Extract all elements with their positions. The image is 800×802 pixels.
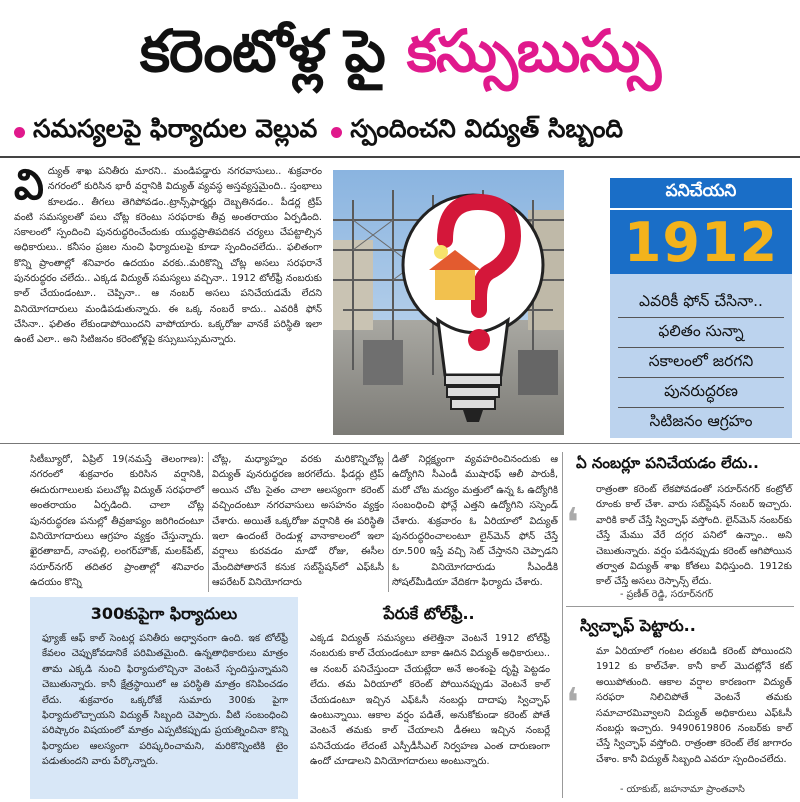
column-divider [208,452,209,592]
article-column-2: చోట్ల, మధ్యాహ్నం వరకు మరికొన్నిచోట్ల విద్యుత్ పునరుద్ధరణ జరగలేదు. ఫీడర్లు ట్రిప్ అయిన చోట సైతం చాలా ఆలస్యంగా కరెంట్ వచ్చిందంటూ నగరవాసులు అసహనం వ్యక్తం చేశారు. అయితే ఒక్కరోజు వర్షానికి ఈ పరిస్థితి ఇలా ఉందంటే రెండుళ్ల వానాకాలంలో ఇలా వర్షాలు కురవడం మాడో రోజు, ఈసీల మేందిపోతారనే కనుక సబ్‌స్టేషన్‌లో ఎఫ్ఓసీ ఆపరేటర్ వినియోగదారు [212,454,384,589]
article-column-3: డితో నిర్లక్ష్యంగా వ్యవహరించినందుకు ఆ ఉద్యోగిని సీఎండీ ముషారఫ్ ఆలీ పారుకీ, మరో చోట మద్యం మత్తులో ఉన్న ఓ ఉద్యోగికి సంబంధించి ఫోన్లే ఎత్తని ఉద్యోగిని సస్పెండ్ చేశారు. శుక్రవారం ఓ ఏరియాలో విద్యుత్ పునరుద్ధరించాలంటూ లైన్‌మెన్ ఫోన్ చేస్తే రూ.500 ఇస్తే వచ్చి సెట్ చేస్తానని చెప్పాడని ఓ వినియోగదారుడు సీఎండీకి సోషల్‌మీడియా వేదికగా ఫిర్యాదు చేశారు. [392,454,558,589]
quote-2-title: స్విచ్ఛాఫ్ పెట్టారు.. [580,616,696,635]
subheadline-row [14,112,790,152]
subheadline-1 [14,114,317,150]
info-sidebox [610,178,792,438]
tollfree-box-title: పేరుకే టోల్‌ఫ్రీ.. [300,597,558,627]
tollfree-box-text: ఎక్కడ విద్యుత్ సమస్యలు తలెత్తినా వెంటనే 1912 టోల్‌ఫ్రీ నంబరుకు కాల్ చేయండంటూ బాకా ఊదిన విద్యుత్ అధికారులు.. ఆ నంబర్ పనిచేస్తుందా చేయట్లేదా అనే అంశంపై దృష్టి పెట్టడం లేదు. తమ ఏరియాలో కరెంట్ పోయినప్పుడు వెంటనే కాల్ చేయడంటూ ఇచ్చిన ఎఫ్ఓసీ నంబర్లు దాదాపు స్విచ్ఛాఫ్ ఉంటున్నాయి. ఆకాల వర్షం పడితే, అనుకోకుండా కరెంట్ పోతే వెంటనే తమకు కాల్ చేయాలని డీఈలు ఇచ్చిన నంబర్లే పనిచేయడం లేదంటే ఎస్పీడీసీఎల్ నిర్వహణ ఎంత దారుణంగా ఉందో చూడాలని వినియోగదారులు అంటున్నారు. [310,633,550,768]
intro-article [14,160,322,434]
complaints-box [30,597,298,799]
headline [0,6,800,110]
sidebox-number: 1912 [610,208,792,274]
quote-2-text: మా ఏరియాలో గంటల తరబడి కరెంట్ పోయిందని 1912 కు కాల్‌చేశా. కానీ కాల్ మొదట్లోనే కట్ అయిపోతుంది. ఆకాల వర్షాల కారణంగా విద్యుత్ సరఫరా నిలిచిపోతే వెంటనే తమకు సమాచారమివ్వాలని విద్యుత్ అధికారులు ఎఫ్ఓసీ నంబర్లు ఇచ్చారు. 9490619806 నంబర్‌కు కాల్ చేస్తే స్విచ్ఛాఫ్ వస్తోంది. రాత్రంతా కరెంట్ లేక జాగారం చేశాం. కానీ విద్యుత్ సిబ్బంది ఎవరూ స్పందించలేదు. [596,646,792,765]
quote-icon: ❛ [566,500,579,546]
dropcap: వి [14,160,44,209]
divider [0,156,800,158]
divider [0,443,800,444]
article-column-1: సిటీబ్యూరో, ఏప్రిల్ 19(నమస్తే తెలంగాణ): నగరంలో శుక్రవారం కురిసిన వర్షానికి, ఈదురుగాలులకు పలుచోట్ల విద్యుత్ సరఫరాలో అంతరాయం ఏర్పడింది. చాలా చోట్ల పునరుద్ధరణ పనుల్లో తీవ్రజాప్యం జరిగిందంటూ వినియోగదారులు ఆగ్రహం వ్యక్తం చేస్తున్నారు. ఖైరతాబాద్, నాంపల్లి, లంగర్‌హౌజ్, మలక్‌పేట్, సరూర్‌నగర్ తదితర ప్రాంతాల్లో శనివారం ఉదయం కొన్ని [30,454,204,589]
substation-photo [333,170,564,435]
column-divider [388,452,389,592]
subheadline-2-text: స్పందించని విద్యుత్ సిబ్బంది [350,114,624,143]
sidebox-line: సిటిజనం ఆగ్రహం [649,412,753,430]
sidebox-lines [610,274,792,437]
sidebox-line: పునరుద్ధరణ [618,378,784,408]
subheadline-1-text: సమస్యలపై ఫిర్యాదుల వెల్లువ [33,114,318,143]
bullet-dot-icon [331,127,342,138]
bullet-dot-icon [14,127,25,138]
divider [566,606,794,607]
quote-2-byline: - యాకుబ్, జహనామా ప్రాంతవాసి [620,784,745,795]
headline-part-1: కరెంటోళ్ల పై [139,16,385,85]
quote-1-byline: - ప్రణీత్ రెడ్డి, సరూర్‌నగర్ [620,589,714,600]
subheadline-2 [331,114,623,150]
sidebox-line: ఎవరికీ ఫోన్ చేసినా.. [618,288,784,318]
substation-illustration [333,170,564,435]
column-divider [562,452,563,798]
intro-text: ద్యుత్ శాఖ పనితీరు మారని.. మండిపడ్డారు నగరవాసులు.. శుక్రవారం నగరంలో కురిసిన భారీ వర్షానికి విద్యుత్ వ్యవస్థ అస్తవ్యస్తమైంది.. స్తంభాలు కూలడం.. తీగలు తెగిపోవడం..ట్రాన్స్‌ఫార్మర్లు దెబ్బతినడం.. పీడర్ల ట్రిప్ వంటి సమస్యలతో పలు చోట్ల కరెంటు సరఫరాకు తీవ్ర అంతరాయం ఏర్పడింది. సకాలంలో స్పందించి పునరుద్ధరించేందుకు యుద్ధప్రాతిపదికన చర్యలు చేపట్టాల్సిన అధికారులు.. కనీసం ప్రజల నుంచి ఫిర్యాదులపై కూడా స్పందించలేదు.. ఫలితంగా కొన్ని ప్రాంతాల్లో శనివారం ఉదయం వరకు..మరికొన్ని చోట్ల అసలు సరఫరానే పునరుద్ధరం చలేదు.. ఎక్కడ విద్యుత్ సమస్యలు వచ్చినా.. 1912 టోల్‌ఫ్రీ నంబరుకు కాల్ చేయండంటూ.. చెప్పినా.. ఆ నంబర్ అసలు పనిచేయడమే లేదని వినియోగదారులు మండిపడుతున్నారు. ఈ ఒక్క నంబరే కాదు.. ఎవరికీ ఫోన్ చేసినా.. ఫలితం లేకుండాపోయిందని వాపోయారు. ఒక్కరోజు వానకే పరిస్థితి ఇలా ఉంటే ఎలా.. అని సిటిజనం కరెంటోళ్లపై కస్సుబుస్సుమన్నారు. [14,166,322,346]
headline-part-2: కస్సుబుస్సు [406,16,661,85]
tollfree-box [300,597,558,799]
quote-icon: ❛ [566,680,579,726]
complaints-box-title: 300కుపైగా ఫిర్యాదులు [30,597,298,627]
quote-1-text: రాత్రంతా కరెంట్ లేకపోవడంతో సరూర్‌నగర్ కంట్రోల్ రూంకు కాల్ చేశా. వారు సబ్‌స్టేషన్ నంబర్ ఇచ్చారు. వారికి కాల్ చేస్తే స్విచ్ఛాఫ్ వస్తోంది. లైన్‌మెన్ నంబర్‌కు చేస్తే మేము వేరే దగ్గర పనిలో ఉన్నాం.. అని చెబుతున్నారు. వర్షం పడినప్పుడు కరెంట్ ఆగిపోయిన తర్వాత విద్యుత్ శాఖ కోతలు విధిస్తుంది. 1912కు కాల్ చేస్తే అసలు రెస్పాన్స్ లేదు. [596,484,792,588]
sidebox-header: పనిచేయని [610,178,792,208]
sidebox-line: ఫలితం సున్నా [618,318,784,348]
quote-1-title: ఏ నంబర్లూ పనిచేయడం లేదు.. [576,454,759,472]
complaints-box-text: ఫ్యూజ్ ఆఫ్ కాల్ సెంటర్ల పనితీరు అధ్వానంగా ఉంది. ఇక టోల్‌ఫ్రీ కేవలం చెప్పుకోవడానికే పరిమితమైంది. ఉన్నతాధికారులు మాత్రం తామ ఎక్కడి నుంచి ఫిర్యాదులొచ్చినా వెంటనే స్పందిస్తున్నామని చెబుతున్నారు. కానీ క్షేత్రస్థాయిలో ఆ పరిస్థితి మాత్రం కనిపించడం లేదు. శుక్రవారం ఒక్కరోజే సుమారు 300కు పైగా ఫిర్యాదులొచ్చాయని విద్యుత్ సిబ్బంది చెప్పారు. వీటి సంబంధించి పరిష్కారం విషయంలో మాత్రం ఎప్పటికప్పుడు ప్రయత్నించినా కొన్ని ఫిర్యాదుల ఆలస్యంగా పరిష్కరించామని, మరికొన్నింటికి టైం పడుతుందని వారు పేర్కొన్నారు. [42,633,288,768]
sidebox-line: సకాలంలో జరగని [618,348,784,378]
